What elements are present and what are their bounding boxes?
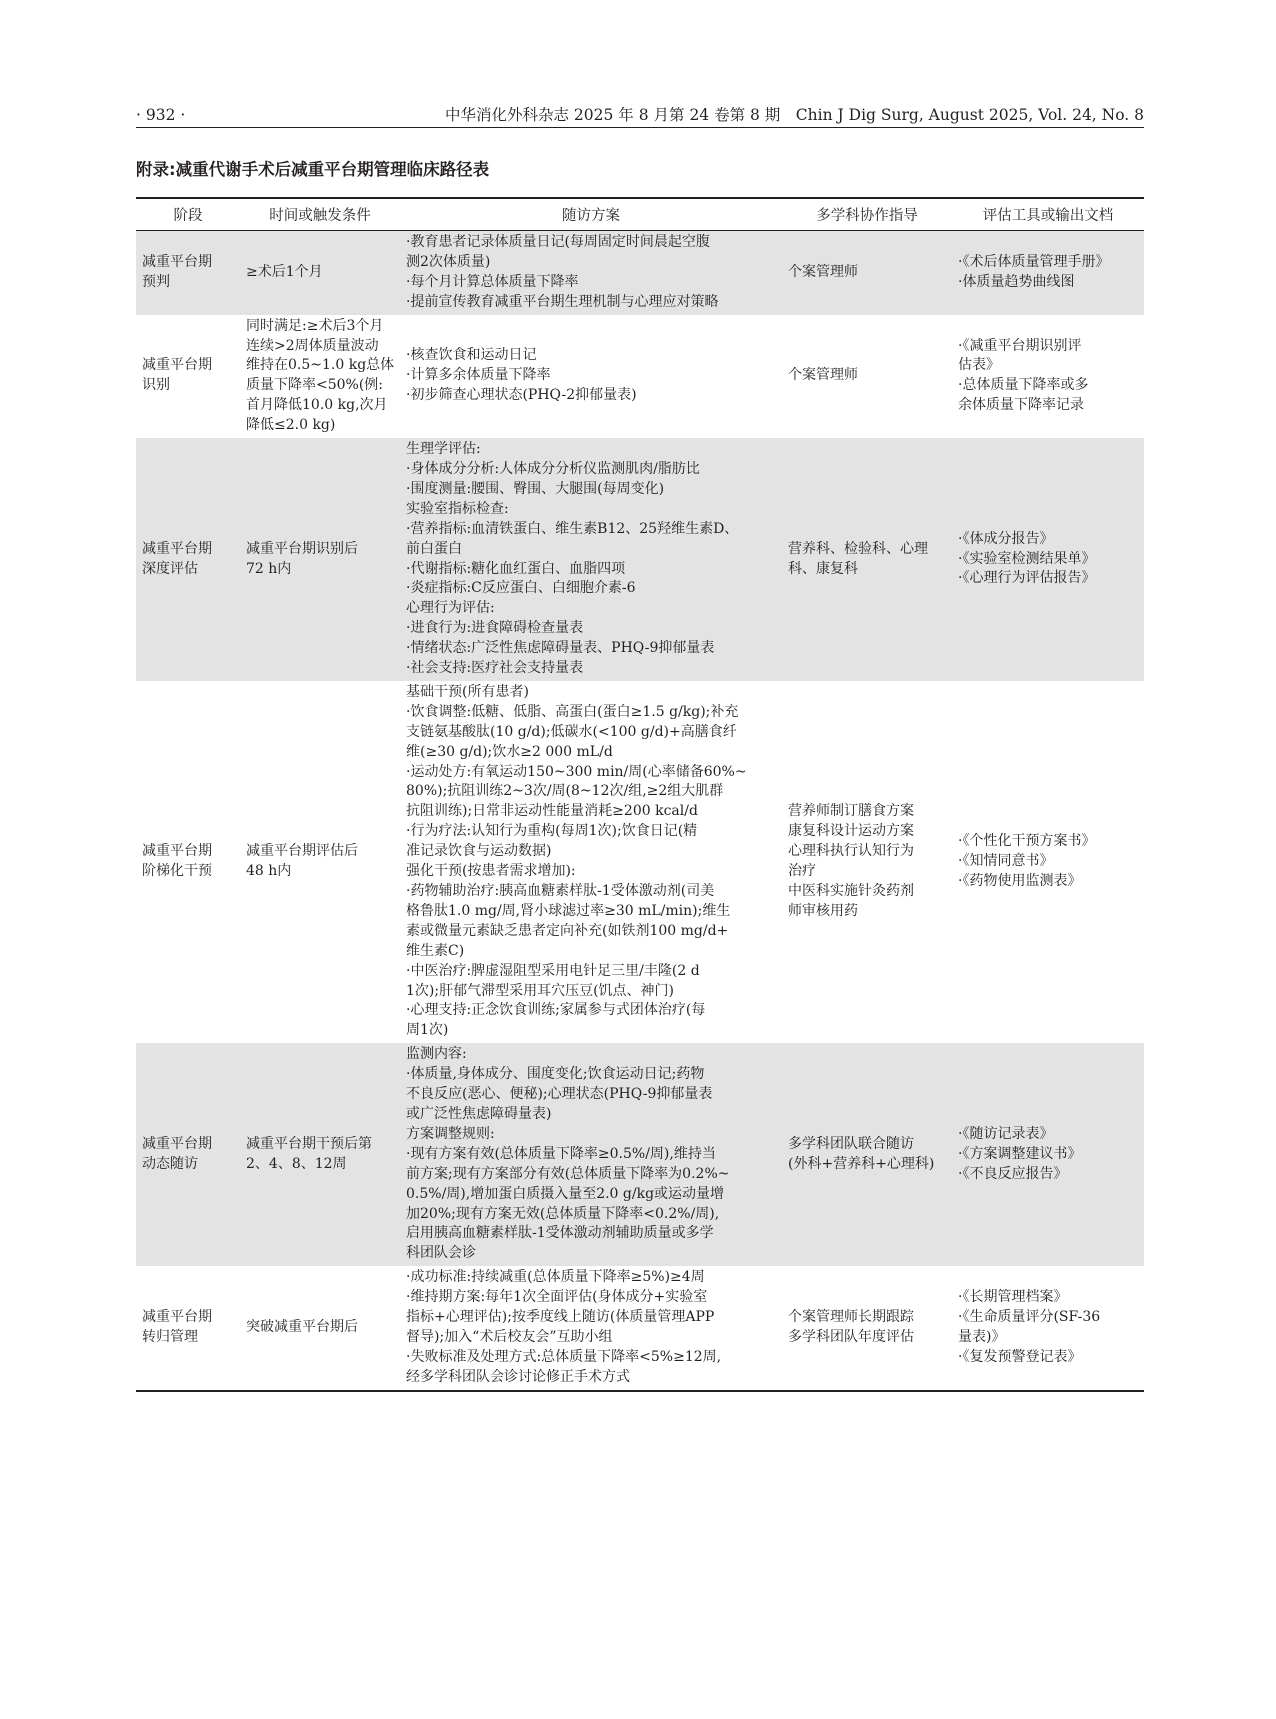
cell-text-line: 减重平台期 bbox=[142, 253, 212, 270]
cell-text-line: ·《方案调整建议书》 bbox=[958, 1145, 1082, 1162]
cell-followup-plan bbox=[400, 315, 782, 438]
cell-trigger bbox=[240, 438, 400, 681]
cell-text-line: ·《复发预警登记表》 bbox=[958, 1348, 1082, 1365]
cell-text-line: 心理科执行认知行为 bbox=[788, 843, 914, 860]
cell-text-line: 格鲁肽1.0 mg/周,肾小球滤过率≥30 mL/min);维生 bbox=[406, 902, 731, 919]
cell-followup-plan bbox=[400, 1266, 782, 1390]
cell-trigger bbox=[240, 1043, 400, 1266]
cell-text-line: 减重平台期 bbox=[142, 1309, 212, 1326]
cell-text-line: 减重平台期识别后 bbox=[246, 540, 358, 557]
cell-text-line: 维(≥30 g/d);饮水≥2 000 mL/d bbox=[406, 743, 613, 760]
cell-text-line: 周1次) bbox=[406, 1022, 449, 1039]
journal-citation: 中华消化外科杂志 2025 年 8 月第 24 卷第 8 期 Chin J Dig Surg, August 2025, Vol. 24, No. 8 bbox=[445, 106, 1144, 124]
cell-text-line: 支链氨基酸肽(10 g/d);低碳水(<100 g/d)+高膳食纤 bbox=[406, 723, 737, 740]
cell-text-line: 72 h内 bbox=[246, 560, 292, 577]
header-followup-plan: 随访方案 bbox=[400, 198, 782, 231]
cell-assessment-tools bbox=[952, 681, 1144, 1043]
cell-text-line: ·《生命质量评分(SF-36 bbox=[958, 1309, 1101, 1326]
cell-text-line: 连续>2周体质量波动 bbox=[246, 337, 379, 354]
cell-text-line: 预判 bbox=[142, 273, 170, 290]
cell-trigger bbox=[240, 231, 400, 315]
cell-text-line: 中医科实施针灸药剂 bbox=[788, 883, 914, 899]
cell-text-line: 或广泛性焦虑障碍量表) bbox=[406, 1105, 552, 1122]
cell-text-line: 突破减重平台期后 bbox=[246, 1318, 358, 1335]
cell-text-line: 加20%;现有方案无效(总体质量下降率<0.2%/周), bbox=[406, 1205, 720, 1222]
cell-text-line: ·社会支持:医疗社会支持量表 bbox=[406, 660, 584, 677]
cell-text-line: ·身体成分分析:人体成分分析仪监测肌肉/脂肪比 bbox=[406, 460, 700, 477]
clinical-pathway-table-container bbox=[136, 197, 1144, 1392]
cell-text-line: 科、康复科 bbox=[788, 560, 858, 577]
cell-text-line: 不良反应(恶心、便秘);心理状态(PHQ-9抑郁量表 bbox=[406, 1086, 713, 1103]
cell-text-line: 80%);抗阻训练2~3次/周(8~12次/组,≥2组大肌群 bbox=[406, 783, 724, 800]
cell-stage bbox=[136, 315, 240, 438]
cell-text-line: 个案管理师 bbox=[788, 263, 858, 280]
cell-text-line: ·每个月计算总体质量下降率 bbox=[406, 273, 579, 290]
cell-text-line: ·进食行为:进食障碍检查量表 bbox=[406, 620, 584, 637]
cell-stage bbox=[136, 231, 240, 315]
table-header-row bbox=[136, 198, 1144, 231]
cell-text-line: 识别 bbox=[142, 377, 170, 394]
cell-text-line: 减重平台期干预后第 bbox=[246, 1135, 372, 1152]
cell-text-line: ·中医治疗:脾虚湿阻型采用电针足三里/丰隆(2 d bbox=[406, 962, 700, 979]
cell-text-line: ·运动处方:有氧运动150~300 min/周(心率储备60%~ bbox=[406, 763, 747, 780]
cell-text-line: ·计算多余体质量下降率 bbox=[406, 367, 551, 384]
cell-text-line: 前白蛋白 bbox=[406, 540, 462, 557]
cell-trigger bbox=[240, 681, 400, 1043]
header-mdt-guidance: 多学科协作指导 bbox=[782, 198, 952, 231]
cell-text-line: 营养师制订膳食方案 bbox=[788, 803, 914, 820]
cell-stage bbox=[136, 681, 240, 1043]
cell-text-line: ·《减重平台期识别评 bbox=[958, 337, 1082, 354]
cell-assessment-tools bbox=[952, 438, 1144, 681]
cell-text-line: ·体质量,身体成分、围度变化;饮食运动日记;药物 bbox=[406, 1066, 705, 1083]
cell-text-line: ·围度测量:腰围、臀围、大腿围(每周变化) bbox=[406, 480, 665, 497]
cell-text-line: 经多学科团队会诊讨论修正手术方式 bbox=[406, 1368, 630, 1385]
running-header bbox=[136, 104, 1144, 126]
cell-assessment-tools bbox=[952, 231, 1144, 315]
cell-text-line: ·失败标准及处理方式:总体质量下降率<5%≥12周, bbox=[406, 1348, 722, 1365]
table-row bbox=[136, 438, 1144, 681]
cell-text-line: 减重平台期 bbox=[142, 540, 212, 557]
header-assessment-tools: 评估工具或输出文档 bbox=[952, 198, 1144, 231]
cell-text-line: 指标+心理评估);按季度线上随访(体质量管理APP bbox=[406, 1309, 715, 1326]
cell-text-line: 减重平台期 bbox=[142, 843, 212, 860]
cell-mdt-guidance bbox=[782, 231, 952, 315]
cell-text-line: ·成功标准:持续减重(总体质量下降率≥5%)≥4周 bbox=[406, 1269, 705, 1286]
cell-text-line: 降低≤2.0 kg) bbox=[246, 417, 336, 434]
cell-text-line: ·体质量趋势曲线图 bbox=[958, 273, 1075, 290]
appendix-title: 附录:减重代谢手术后减重平台期管理临床路径表 bbox=[136, 160, 490, 179]
cell-text-line: 科团队会诊 bbox=[406, 1245, 476, 1262]
cell-text-line: 治疗 bbox=[788, 863, 816, 880]
header-trigger: 时间或触发条件 bbox=[240, 198, 400, 231]
cell-text-line: ·提前宣传教育减重平台期生理机制与心理应对策略 bbox=[406, 293, 719, 310]
cell-text-line: ·维持期方案:每年1次全面评估(身体成分+实验室 bbox=[406, 1289, 708, 1306]
cell-text-line: ·心理支持:正念饮食训练;家属参与式团体治疗(每 bbox=[406, 1002, 706, 1019]
cell-text-line: 多学科团队年度评估 bbox=[788, 1328, 914, 1345]
cell-text-line: 维生素C) bbox=[406, 942, 465, 959]
cell-text-line: 首月降低10.0 kg,次月 bbox=[246, 397, 388, 414]
cell-text-line: ·初步筛查心理状态(PHQ-2抑郁量表) bbox=[406, 387, 637, 404]
cell-text-line: 个案管理师 bbox=[788, 367, 858, 384]
cell-stage bbox=[136, 1266, 240, 1390]
cell-text-line: ·《长期管理档案》 bbox=[958, 1289, 1068, 1306]
cell-text-line: 转归管理 bbox=[142, 1328, 198, 1345]
cell-text-line: 抗阻训练);日常非运动性能量消耗≥200 kcal/d bbox=[406, 803, 698, 820]
table-row bbox=[136, 1266, 1144, 1390]
clinical-pathway-table bbox=[136, 197, 1144, 1392]
cell-text-line: 生理学评估: bbox=[406, 441, 481, 458]
cell-text-line: 估表》 bbox=[958, 357, 1000, 374]
cell-mdt-guidance bbox=[782, 1266, 952, 1390]
cell-text-line: 康复科设计运动方案 bbox=[788, 823, 914, 840]
cell-mdt-guidance bbox=[782, 315, 952, 438]
cell-text-line: ·情绪状态:广泛性焦虑障碍量表、PHQ-9抑郁量表 bbox=[406, 640, 715, 657]
cell-stage bbox=[136, 438, 240, 681]
cell-text-line: ·《药物使用监测表》 bbox=[958, 873, 1082, 890]
table-row bbox=[136, 1043, 1144, 1266]
cell-text-line: (外科+营养科+心理科) bbox=[788, 1155, 935, 1172]
cell-text-line: 维持在0.5~1.0 kg总体 bbox=[246, 357, 395, 374]
page-number: · 932 · bbox=[136, 106, 186, 124]
table-row bbox=[136, 315, 1144, 438]
cell-text-line: ·炎症指标:C反应蛋白、白细胞介素-6 bbox=[406, 580, 636, 597]
cell-text-line: 48 h内 bbox=[246, 863, 292, 880]
cell-text-line: ·核查饮食和运动日记 bbox=[406, 347, 537, 364]
cell-text-line: 深度评估 bbox=[142, 560, 198, 577]
cell-text-line: ·药物辅助治疗:胰高血糖素样肽-1受体激动剂(司美 bbox=[406, 883, 715, 899]
cell-text-line: 多学科团队联合随访 bbox=[788, 1135, 914, 1152]
cell-text-line: 1次);肝郁气滞型采用耳穴压豆(饥点、神门) bbox=[406, 982, 675, 999]
table-row bbox=[136, 681, 1144, 1043]
header-stage: 阶段 bbox=[136, 198, 240, 231]
cell-text-line: ≥术后1个月 bbox=[246, 263, 323, 280]
cell-assessment-tools bbox=[952, 315, 1144, 438]
header-rule bbox=[136, 127, 1144, 128]
cell-text-line: 测2次体质量) bbox=[406, 253, 491, 270]
cell-trigger bbox=[240, 315, 400, 438]
cell-text-line: 阶梯化干预 bbox=[142, 863, 212, 880]
cell-text-line: 基础干预(所有患者) bbox=[406, 683, 529, 700]
cell-assessment-tools bbox=[952, 1043, 1144, 1266]
cell-text-line: 准记录饮食与运动数据) bbox=[406, 843, 552, 860]
cell-text-line: ·《随访记录表》 bbox=[958, 1125, 1054, 1142]
cell-text-line: ·《不良反应报告》 bbox=[958, 1165, 1068, 1182]
cell-text-line: 质量下降率<50%(例: bbox=[246, 377, 384, 394]
cell-text-line: ·教育患者记录体质量日记(每周固定时间晨起空腹 bbox=[406, 234, 710, 250]
cell-text-line: 实验室指标检查: bbox=[406, 500, 509, 517]
cell-trigger bbox=[240, 1266, 400, 1390]
cell-followup-plan bbox=[400, 438, 782, 681]
cell-text-line: 方案调整规则: bbox=[406, 1125, 495, 1142]
cell-text-line: 动态随访 bbox=[142, 1155, 198, 1172]
cell-text-line: 心理行为评估: bbox=[406, 600, 495, 617]
cell-text-line: 减重平台期评估后 bbox=[246, 843, 358, 860]
cell-text-line: ·《术后体质量管理手册》 bbox=[958, 253, 1110, 270]
cell-followup-plan bbox=[400, 231, 782, 315]
table-body bbox=[136, 231, 1144, 1391]
cell-text-line: 减重平台期 bbox=[142, 1135, 212, 1152]
cell-mdt-guidance bbox=[782, 681, 952, 1043]
cell-text-line: 启用胰高血糖素样肽-1受体激动剂辅助质量或多学 bbox=[406, 1225, 714, 1242]
cell-mdt-guidance bbox=[782, 1043, 952, 1266]
cell-text-line: 素或微量元素缺乏患者定向补充(如铁剂100 mg/d+ bbox=[406, 922, 729, 939]
cell-text-line: ·总体质量下降率或多 bbox=[958, 377, 1089, 394]
cell-text-line: ·代谢指标:糖化血红蛋白、血脂四项 bbox=[406, 560, 626, 577]
cell-text-line: 监测内容: bbox=[406, 1046, 467, 1063]
cell-text-line: ·营养指标:血清铁蛋白、维生素B12、25羟维生素D、 bbox=[406, 520, 739, 537]
cell-text-line: 同时满足:≥术后3个月 bbox=[246, 317, 384, 334]
cell-text-line: ·《体成分报告》 bbox=[958, 530, 1054, 547]
cell-text-line: 0.5%/周),增加蛋白质摄入量至2.0 g/kg或运动量增 bbox=[406, 1185, 725, 1202]
cell-text-line: 2、4、8、12周 bbox=[246, 1155, 347, 1172]
cell-text-line: ·《心理行为评估报告》 bbox=[958, 570, 1096, 587]
cell-text-line: 前方案;现有方案部分有效(总体质量下降率为0.2%~ bbox=[406, 1165, 730, 1182]
cell-stage bbox=[136, 1043, 240, 1266]
cell-followup-plan bbox=[400, 1043, 782, 1266]
cell-text-line: 强化干预(按患者需求增加): bbox=[406, 863, 576, 880]
cell-text-line: 营养科、检验科、心理 bbox=[788, 540, 928, 557]
cell-text-line: ·《实验室检测结果单》 bbox=[958, 550, 1096, 567]
cell-text-line: ·《个性化干预方案书》 bbox=[958, 833, 1096, 850]
cell-text-line: ·饮食调整:低糖、低脂、高蛋白(蛋白≥1.5 g/kg);补充 bbox=[406, 703, 739, 720]
cell-text-line: 余体质量下降率记录 bbox=[958, 397, 1084, 414]
cell-text-line: ·现有方案有效(总体质量下降率≥0.5%/周),维持当 bbox=[406, 1145, 716, 1162]
cell-text-line: ·行为疗法:认知行为重构(每周1次);饮食日记(精 bbox=[406, 823, 698, 840]
table-row bbox=[136, 231, 1144, 315]
cell-text-line: 量表)》 bbox=[958, 1328, 1006, 1345]
cell-text-line: 减重平台期 bbox=[142, 357, 212, 374]
cell-text-line: ·《知情同意书》 bbox=[958, 853, 1054, 870]
cell-followup-plan bbox=[400, 681, 782, 1043]
cell-mdt-guidance bbox=[782, 438, 952, 681]
cell-text-line: 师审核用药 bbox=[788, 902, 858, 919]
cell-assessment-tools bbox=[952, 1266, 1144, 1390]
cell-text-line: 个案管理师长期跟踪 bbox=[788, 1309, 914, 1326]
cell-text-line: 督导);加入“术后校友会”互助小组 bbox=[406, 1328, 613, 1345]
